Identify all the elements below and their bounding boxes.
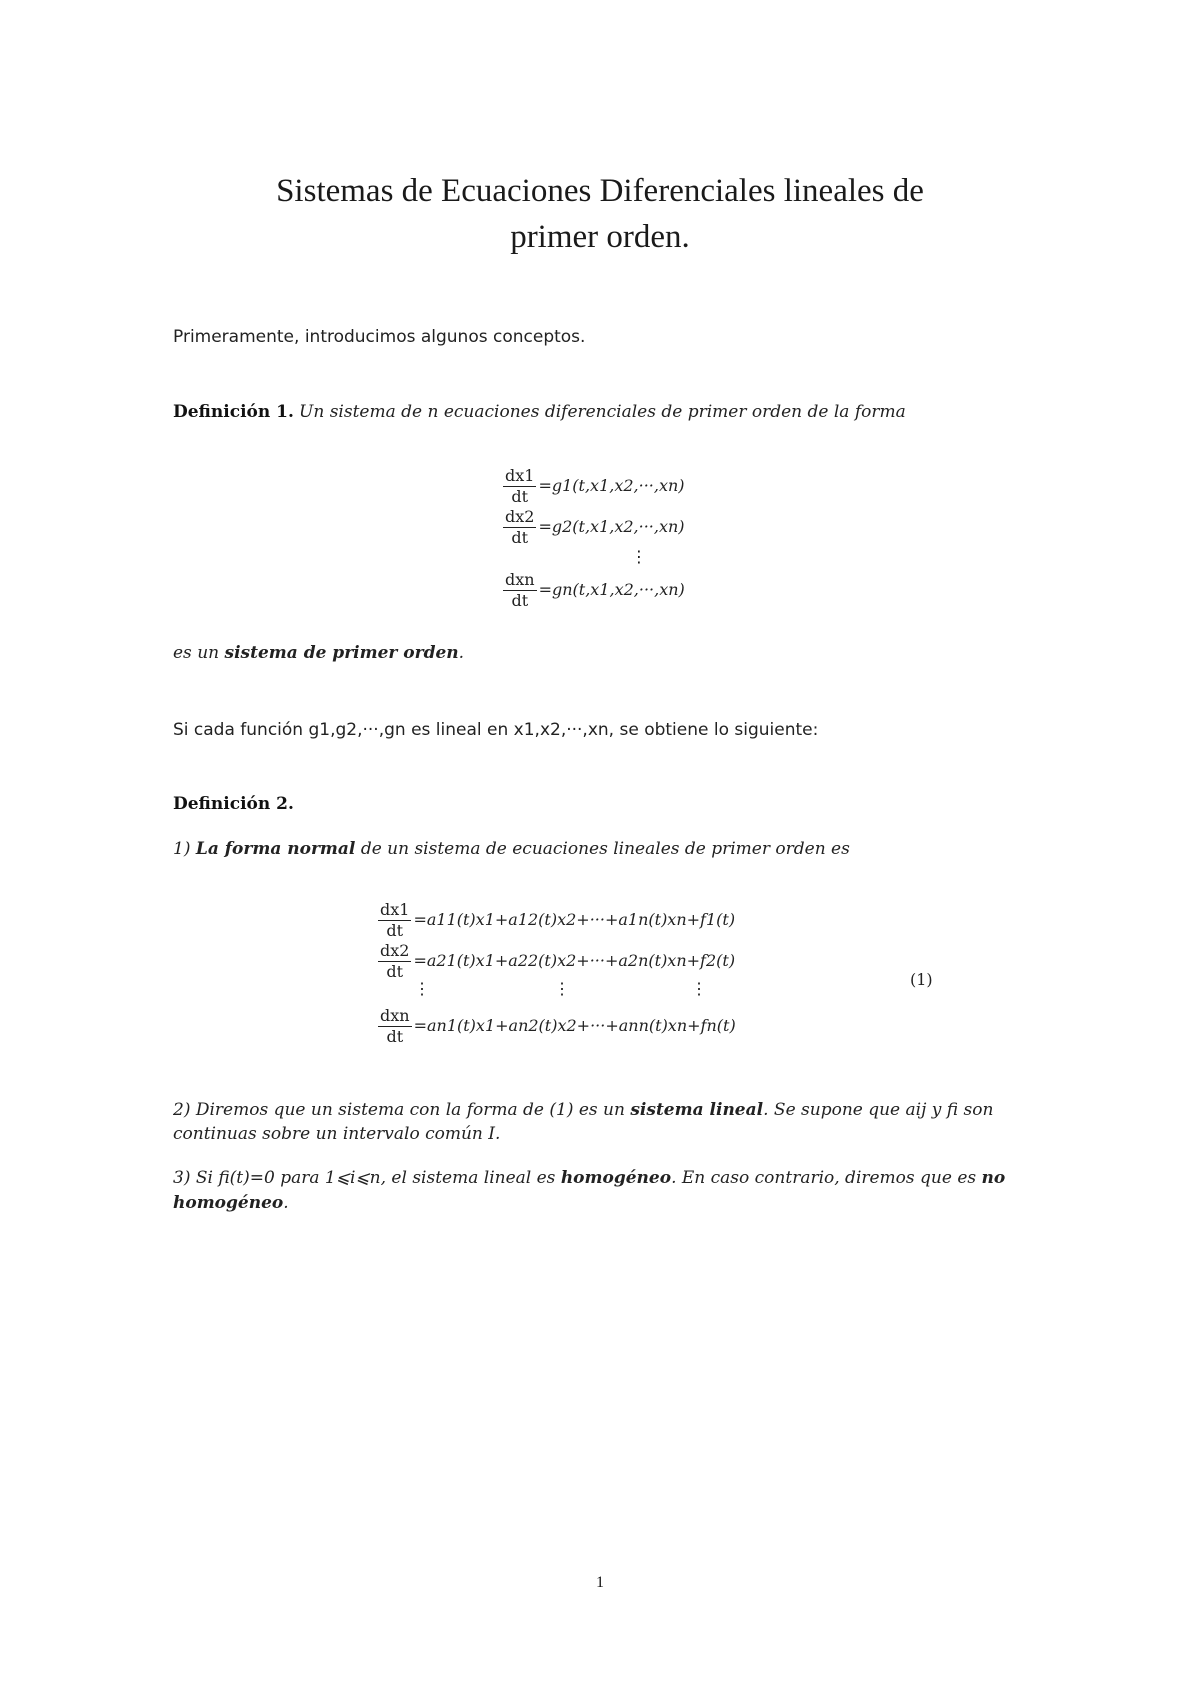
fraction: $\frac{\text{dxn}}{dt}$ [505,570,535,610]
definition-2-item-2-continued: continuas sobre un intervalo común I. [173,1124,501,1144]
equation-rhs: =a21(t)x1+a22(t)x2+···+a2n(t)xn+f2(t) [413,951,736,970]
fraction: $\frac{dx1}{dt}$ [505,466,535,506]
definition-2-item-2: 2) Diremos que un sistema con la forma de (1) es un sistema lineal. Se supone que aij y fi son [173,1100,994,1120]
equation-row [503,507,685,548]
fraction: $\frac{\text{dxn}}{dt}$ [380,1006,410,1046]
equation-row [503,466,685,507]
definition-1 [173,402,906,422]
bold-term: homogéneo [560,1168,672,1188]
equation-rhs: =gn(t,x1,x2,···,xn) [538,580,685,599]
equation-row [503,570,685,611]
fraction: $\frac{dx1}{dt}$ [380,900,410,940]
vertical-ellipsis: ⋮ [414,979,430,998]
definition-1-text: Un sistema de n ecuaciones diferenciales de primer orden de la forma [299,402,906,422]
bold-term: homogéneo [173,1193,284,1213]
bold-term: no [981,1168,1006,1188]
vertical-ellipsis-row [378,979,736,1006]
equation-rhs: =an1(t)x1+an2(t)x2+···+ann(t)xn+fn(t) [413,1016,736,1035]
bold-term: sistema de primer orden [224,643,459,663]
fraction: $\frac{dx2}{dt}$ [380,941,410,981]
equation-row [378,941,736,982]
definition-2-item-1: 1) La forma normal de un sistema de ecuaciones lineales de primer orden es [173,839,850,859]
definition-1-heading: Definición 1. [173,402,294,422]
title-line-1: Sistemas de Ecuaciones Diferenciales lineales de [276,173,924,209]
vertical-ellipsis: ⋮ [630,547,647,566]
equation-rhs: =g2(t,x1,x2,···,xn) [538,517,685,536]
system-equations-2 [378,900,736,1047]
title-line-2: primer orden. [510,219,690,255]
bold-term: La forma normal [195,839,356,859]
definition-1-conclusion: es un sistema de primer orden. [173,643,465,663]
definition-2-item-3-continued: homogéneo. [173,1193,289,1213]
equation-rhs: =g1(t,x1,x2,···,xn) [538,476,685,495]
vertical-ellipsis: ⋮ [554,979,570,998]
page-number: 1 [596,1574,604,1591]
equation-rhs: =a11(t)x1+a12(t)x2+···+a1n(t)xn+f1(t) [413,910,736,929]
linear-note: Si cada función g1,g2,···,gn es lineal en x1,x2,···,xn, se obtiene lo siguiente: [173,720,819,740]
definition-2-heading: Definición 2. [173,794,294,814]
definition-2-item-3: 3) Si fi(t)=0 para 1⩽i⩽n, el sistema lineal es homogéneo. En caso contrario, diremos que es no [173,1168,1006,1188]
equation-row [378,900,736,941]
intro-paragraph: Primeramente, introducimos algunos conceptos. [173,327,586,347]
system-equations-1 [503,466,685,611]
equation-row [378,1006,736,1047]
equation-tag: (1) [910,970,933,989]
vertical-ellipsis: ⋮ [691,979,707,998]
document-title [130,168,1070,260]
fraction: $\frac{dx2}{dt}$ [505,507,535,547]
bold-term: sistema lineal [630,1100,764,1120]
